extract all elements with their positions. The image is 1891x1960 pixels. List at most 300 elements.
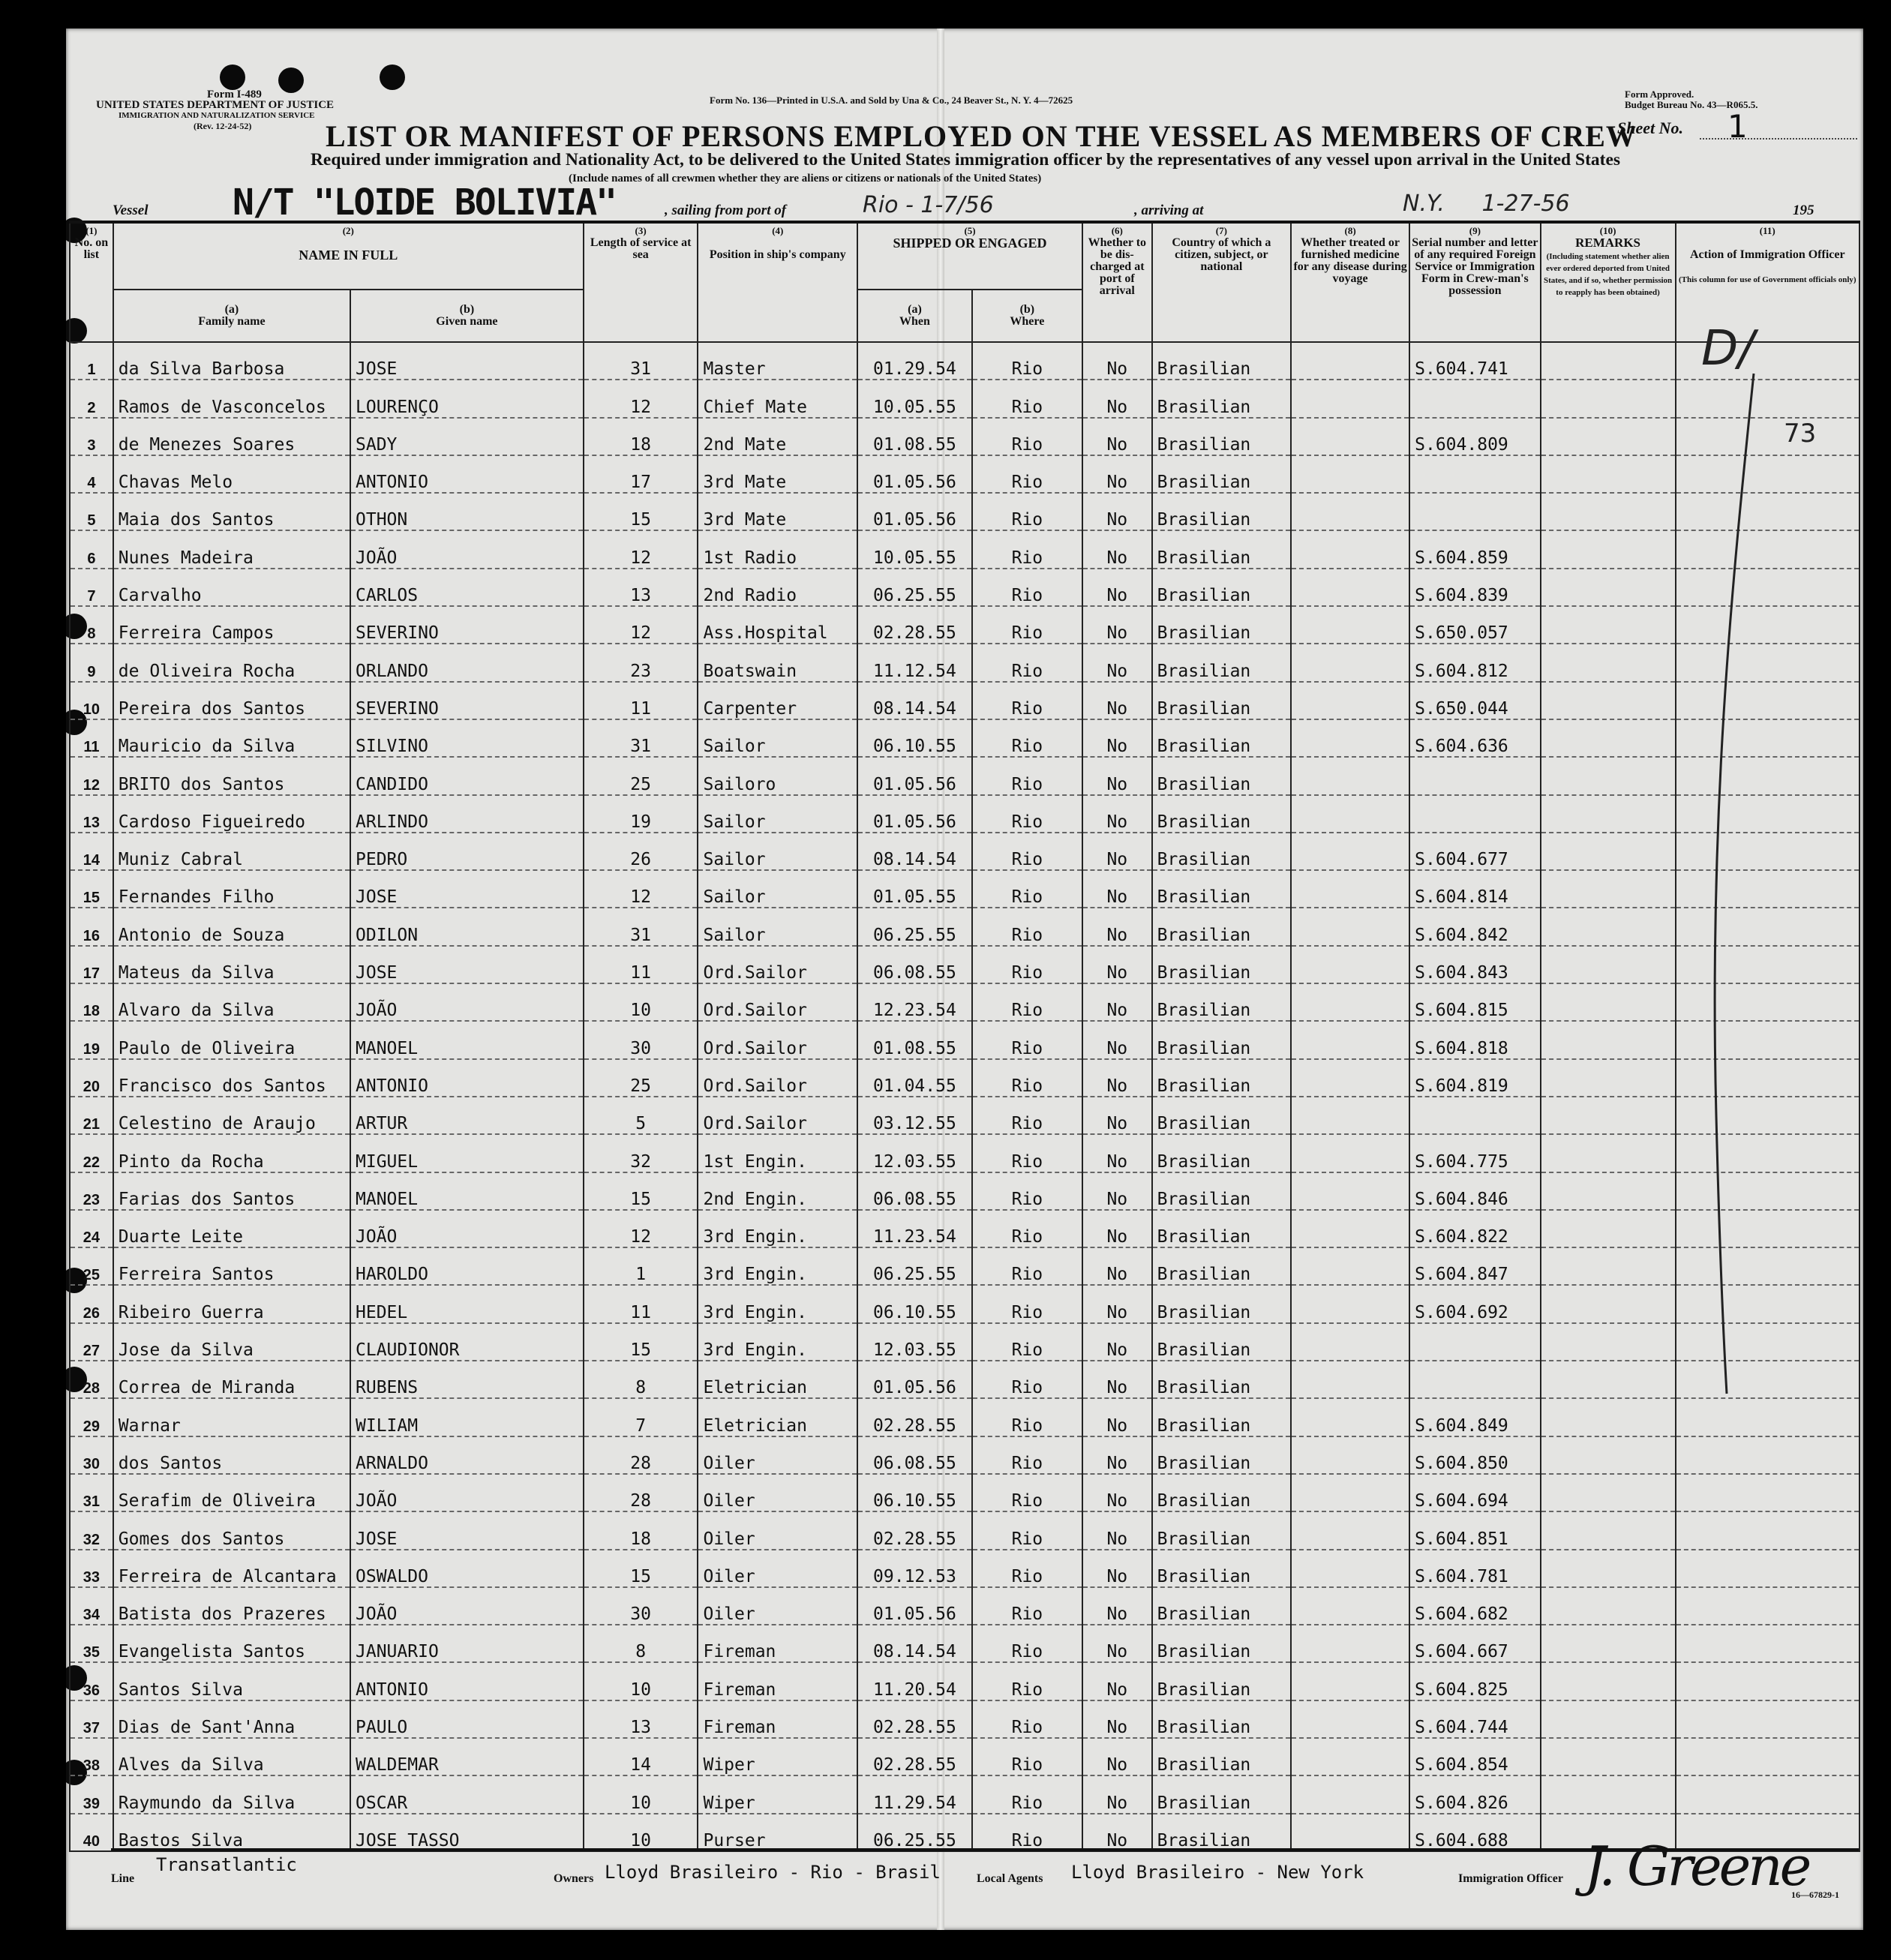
cell-family: Pereira dos Santos bbox=[113, 682, 350, 719]
cell-country: Brasilian bbox=[1152, 418, 1291, 455]
cell-medicine bbox=[1291, 1361, 1409, 1398]
cell-discharged: No bbox=[1082, 1172, 1152, 1210]
cell-when: 12.23.54 bbox=[857, 983, 972, 1021]
cell-position: Ass.Hospital bbox=[698, 606, 857, 644]
cell-no: 26 bbox=[70, 1285, 113, 1322]
cell-medicine bbox=[1291, 1059, 1409, 1097]
cell-serial bbox=[1409, 1361, 1540, 1398]
cell-no: 10 bbox=[70, 682, 113, 719]
table-row bbox=[70, 342, 1859, 380]
page-title: LIST OR MANIFEST OF PERSONS EMPLOYED ON THE VESSEL AS MEMBERS OF CREW bbox=[326, 119, 1637, 153]
cell-remarks bbox=[1541, 530, 1676, 568]
cell-medicine bbox=[1291, 1021, 1409, 1058]
cell-country: Brasilian bbox=[1152, 719, 1291, 757]
cell-position: Eletrician bbox=[698, 1361, 857, 1398]
cell-remarks bbox=[1541, 1625, 1676, 1662]
cell-where: Rio bbox=[972, 1662, 1082, 1700]
cell-no: 6 bbox=[70, 530, 113, 568]
cell-remarks bbox=[1541, 1361, 1676, 1398]
cell-serial: S.604.775 bbox=[1409, 1134, 1540, 1172]
cell-no: 29 bbox=[70, 1398, 113, 1436]
cell-when: 02.28.55 bbox=[857, 606, 972, 644]
cell-serial bbox=[1409, 455, 1540, 493]
cell-family: BRITO dos Santos bbox=[113, 757, 350, 794]
cell-given: ORLANDO bbox=[350, 644, 584, 681]
cell-serial bbox=[1409, 1323, 1540, 1361]
cell-position: Purser bbox=[698, 1814, 857, 1851]
cell-serial: S.604.818 bbox=[1409, 1021, 1540, 1058]
cell-when: 11.20.54 bbox=[857, 1662, 972, 1700]
table-row bbox=[70, 1511, 1859, 1549]
cell-discharged: No bbox=[1082, 795, 1152, 833]
cell-medicine bbox=[1291, 908, 1409, 945]
cell-years: 25 bbox=[584, 757, 698, 794]
cell-serial: S.604.741 bbox=[1409, 342, 1540, 380]
cell-discharged: No bbox=[1082, 719, 1152, 757]
cell-position: Sailor bbox=[698, 870, 857, 908]
cell-discharged: No bbox=[1082, 644, 1152, 681]
table-row bbox=[70, 1172, 1859, 1210]
cell-no: 20 bbox=[70, 1059, 113, 1097]
cell-country: Brasilian bbox=[1152, 455, 1291, 493]
cell-given: OTHON bbox=[350, 493, 584, 530]
cell-medicine bbox=[1291, 342, 1409, 380]
cell-family: Cardoso Figueiredo bbox=[113, 795, 350, 833]
cell-no: 22 bbox=[70, 1134, 113, 1172]
cell-action bbox=[1676, 1511, 1859, 1549]
cell-no: 23 bbox=[70, 1172, 113, 1210]
cell-given: WALDEMAR bbox=[350, 1738, 584, 1775]
cell-given: ANTONIO bbox=[350, 1059, 584, 1097]
cell-medicine bbox=[1291, 1436, 1409, 1474]
cell-given: ANTONIO bbox=[350, 1662, 584, 1700]
vessel-name: N/T "LOIDE BOLIVIA" bbox=[233, 182, 617, 224]
cell-discharged: No bbox=[1082, 1700, 1152, 1738]
cell-where: Rio bbox=[972, 342, 1082, 380]
table-row bbox=[70, 1700, 1859, 1738]
cell-years: 30 bbox=[584, 1021, 698, 1058]
cell-country: Brasilian bbox=[1152, 1097, 1291, 1134]
cell-no: 8 bbox=[70, 606, 113, 644]
cell-serial: S.604.781 bbox=[1409, 1550, 1540, 1587]
cell-remarks bbox=[1541, 1323, 1676, 1361]
cell-country: Brasilian bbox=[1152, 644, 1291, 681]
budget-bureau: Budget Bureau No. 43—R065.5. bbox=[1625, 99, 1758, 110]
cell-no: 27 bbox=[70, 1323, 113, 1361]
cell-where: Rio bbox=[972, 455, 1082, 493]
cell-years: 15 bbox=[584, 1323, 698, 1361]
cell-given: JOÃO bbox=[350, 983, 584, 1021]
cell-where: Rio bbox=[972, 870, 1082, 908]
cell-action bbox=[1676, 1738, 1859, 1775]
cell-where: Rio bbox=[972, 1775, 1082, 1813]
cell-given: SEVERINO bbox=[350, 682, 584, 719]
cell-serial: S.604.636 bbox=[1409, 719, 1540, 757]
cell-remarks bbox=[1541, 1511, 1676, 1549]
cell-no: 11 bbox=[70, 719, 113, 757]
cell-discharged: No bbox=[1082, 908, 1152, 945]
cell-years: 13 bbox=[584, 1700, 698, 1738]
cell-discharged: No bbox=[1082, 493, 1152, 530]
cell-when: 08.14.54 bbox=[857, 1625, 972, 1662]
cell-position: 3rd Engin. bbox=[698, 1323, 857, 1361]
cell-medicine bbox=[1291, 1097, 1409, 1134]
table-row bbox=[70, 418, 1859, 455]
cell-years: 11 bbox=[584, 682, 698, 719]
cell-country: Brasilian bbox=[1152, 606, 1291, 644]
cell-medicine bbox=[1291, 418, 1409, 455]
header-no: (1) No. on list bbox=[70, 222, 113, 342]
cell-family: Raymundo da Silva bbox=[113, 1775, 350, 1813]
cell-no: 37 bbox=[70, 1700, 113, 1738]
service: IMMIGRATION AND NATURALIZATION SERVICE bbox=[119, 111, 315, 120]
cell-no: 12 bbox=[70, 757, 113, 794]
cell-no: 28 bbox=[70, 1361, 113, 1398]
cell-given: ARLINDO bbox=[350, 795, 584, 833]
cell-country: Brasilian bbox=[1152, 1436, 1291, 1474]
cell-country: Brasilian bbox=[1152, 530, 1291, 568]
cell-position: Oiler bbox=[698, 1511, 857, 1549]
cell-country: Brasilian bbox=[1152, 342, 1291, 380]
cell-family: Ramos de Vasconcelos bbox=[113, 380, 350, 417]
officer-signature: J. Greene bbox=[1584, 1835, 1809, 1898]
cell-remarks bbox=[1541, 1436, 1676, 1474]
cell-years: 25 bbox=[584, 1059, 698, 1097]
cell-years: 18 bbox=[584, 418, 698, 455]
cell-no: 16 bbox=[70, 908, 113, 945]
cell-when: 01.05.55 bbox=[857, 870, 972, 908]
cell-no: 17 bbox=[70, 946, 113, 983]
cell-years: 10 bbox=[584, 1814, 698, 1851]
cell-medicine bbox=[1291, 1550, 1409, 1587]
cell-family: Warnar bbox=[113, 1398, 350, 1436]
cell-years: 15 bbox=[584, 1172, 698, 1210]
cell-where: Rio bbox=[972, 493, 1082, 530]
cell-discharged: No bbox=[1082, 1021, 1152, 1058]
cell-medicine bbox=[1291, 795, 1409, 833]
cell-medicine bbox=[1291, 1662, 1409, 1700]
cell-country: Brasilian bbox=[1152, 870, 1291, 908]
cell-where: Rio bbox=[972, 833, 1082, 870]
cell-family: Ferreira Santos bbox=[113, 1247, 350, 1285]
cell-discharged: No bbox=[1082, 757, 1152, 794]
cell-family: Alvaro da Silva bbox=[113, 983, 350, 1021]
header-family: (a) Family name bbox=[113, 290, 350, 342]
cell-medicine bbox=[1291, 946, 1409, 983]
cell-discharged: No bbox=[1082, 1059, 1152, 1097]
cell-years: 5 bbox=[584, 1097, 698, 1134]
include-note: (Include names of all crewmen whether they are aliens or citizens or nationals of the United States) bbox=[569, 173, 1042, 185]
officer-label: Immigration Officer bbox=[1458, 1872, 1563, 1885]
cell-medicine bbox=[1291, 682, 1409, 719]
cell-medicine bbox=[1291, 606, 1409, 644]
cell-remarks bbox=[1541, 455, 1676, 493]
cell-family: Celestino de Araujo bbox=[113, 1097, 350, 1134]
sheet-dotline bbox=[1700, 138, 1857, 140]
cell-country: Brasilian bbox=[1152, 833, 1291, 870]
cell-years: 31 bbox=[584, 908, 698, 945]
cell-family: Serafim de Oliveira bbox=[113, 1474, 350, 1511]
cell-given: JOÃO bbox=[350, 530, 584, 568]
header-position: (4) Position in ship's company bbox=[698, 222, 857, 342]
cell-where: Rio bbox=[972, 1550, 1082, 1587]
header-length: (3) Length of service at sea bbox=[584, 222, 698, 342]
cell-where: Rio bbox=[972, 1097, 1082, 1134]
cell-where: Rio bbox=[972, 1172, 1082, 1210]
cell-serial: S.604.819 bbox=[1409, 1059, 1540, 1097]
cell-years: 13 bbox=[584, 569, 698, 606]
cell-given: ODILON bbox=[350, 908, 584, 945]
cell-where: Rio bbox=[972, 569, 1082, 606]
cell-discharged: No bbox=[1082, 1587, 1152, 1625]
cell-medicine bbox=[1291, 1511, 1409, 1549]
cell-discharged: No bbox=[1082, 1285, 1152, 1322]
cell-serial bbox=[1409, 795, 1540, 833]
cell-remarks bbox=[1541, 870, 1676, 908]
cell-medicine bbox=[1291, 757, 1409, 794]
cell-discharged: No bbox=[1082, 1361, 1152, 1398]
table-row bbox=[70, 644, 1859, 681]
cell-medicine bbox=[1291, 1474, 1409, 1511]
cell-action bbox=[1676, 1474, 1859, 1511]
table-row bbox=[70, 1361, 1859, 1398]
cell-serial: S.604.815 bbox=[1409, 983, 1540, 1021]
cell-serial: S.604.849 bbox=[1409, 1398, 1540, 1436]
cell-serial: S.604.694 bbox=[1409, 1474, 1540, 1511]
cell-years: 15 bbox=[584, 1550, 698, 1587]
officer-mark: D/ bbox=[1701, 321, 1754, 377]
cell-where: Rio bbox=[972, 1021, 1082, 1058]
cell-family: Francisco dos Santos bbox=[113, 1059, 350, 1097]
cell-where: Rio bbox=[972, 1134, 1082, 1172]
cell-discharged: No bbox=[1082, 1210, 1152, 1247]
cell-action bbox=[1676, 1625, 1859, 1662]
cell-years: 31 bbox=[584, 719, 698, 757]
cell-family: Santos Silva bbox=[113, 1662, 350, 1700]
cell-remarks bbox=[1541, 719, 1676, 757]
cell-years: 19 bbox=[584, 795, 698, 833]
cell-remarks bbox=[1541, 1398, 1676, 1436]
cell-position: Boatswain bbox=[698, 644, 857, 681]
cell-position: Oiler bbox=[698, 1474, 857, 1511]
cell-where: Rio bbox=[972, 983, 1082, 1021]
cell-family: Nunes Madeira bbox=[113, 530, 350, 568]
cell-given: JOSE bbox=[350, 870, 584, 908]
cell-action bbox=[1676, 1700, 1859, 1738]
cell-when: 01.08.55 bbox=[857, 418, 972, 455]
cell-remarks bbox=[1541, 1550, 1676, 1587]
cell-medicine bbox=[1291, 1210, 1409, 1247]
cell-when: 11.29.54 bbox=[857, 1775, 972, 1813]
cell-where: Rio bbox=[972, 1511, 1082, 1549]
cell-country: Brasilian bbox=[1152, 1285, 1291, 1322]
cell-given: CLAUDIONOR bbox=[350, 1323, 584, 1361]
cell-medicine bbox=[1291, 530, 1409, 568]
cell-no: 3 bbox=[70, 418, 113, 455]
cell-medicine bbox=[1291, 569, 1409, 606]
cell-discharged: No bbox=[1082, 1738, 1152, 1775]
cell-remarks bbox=[1541, 1172, 1676, 1210]
cell-given: SEVERINO bbox=[350, 606, 584, 644]
cell-given: OSCAR bbox=[350, 1775, 584, 1813]
cell-no: 5 bbox=[70, 493, 113, 530]
cell-serial: S.604.814 bbox=[1409, 870, 1540, 908]
cell-years: 30 bbox=[584, 1587, 698, 1625]
cell-years: 31 bbox=[584, 342, 698, 380]
cell-remarks bbox=[1541, 1474, 1676, 1511]
cell-action bbox=[1676, 1398, 1859, 1436]
cell-no: 35 bbox=[70, 1625, 113, 1662]
cell-no: 15 bbox=[70, 870, 113, 908]
cell-country: Brasilian bbox=[1152, 1134, 1291, 1172]
cell-given: JOÃO bbox=[350, 1474, 584, 1511]
cell-country: Brasilian bbox=[1152, 682, 1291, 719]
cell-family: Fernandes Filho bbox=[113, 870, 350, 908]
cell-position: 2nd Radio bbox=[698, 569, 857, 606]
cell-years: 26 bbox=[584, 833, 698, 870]
cell-discharged: No bbox=[1082, 1323, 1152, 1361]
cell-given: OSWALDO bbox=[350, 1550, 584, 1587]
department: UNITED STATES DEPARTMENT OF JUSTICE bbox=[96, 99, 335, 111]
cell-serial: S.604.692 bbox=[1409, 1285, 1540, 1322]
cell-family: Muniz Cabral bbox=[113, 833, 350, 870]
cell-given: CANDIDO bbox=[350, 757, 584, 794]
cell-remarks bbox=[1541, 908, 1676, 945]
cell-remarks bbox=[1541, 795, 1676, 833]
cell-remarks bbox=[1541, 946, 1676, 983]
cell-no: 30 bbox=[70, 1436, 113, 1474]
manifest-page bbox=[66, 29, 1863, 1930]
cell-given: JOSE TASSO bbox=[350, 1814, 584, 1851]
cell-position: Sailor bbox=[698, 908, 857, 945]
cell-where: Rio bbox=[972, 1814, 1082, 1851]
cell-given: JOSE bbox=[350, 342, 584, 380]
cell-years: 23 bbox=[584, 644, 698, 681]
cell-family: Mauricio da Silva bbox=[113, 719, 350, 757]
cell-where: Rio bbox=[972, 1436, 1082, 1474]
cell-remarks bbox=[1541, 1059, 1676, 1097]
cell-country: Brasilian bbox=[1152, 569, 1291, 606]
table-row bbox=[70, 719, 1859, 757]
cell-where: Rio bbox=[972, 719, 1082, 757]
cell-when: 11.12.54 bbox=[857, 644, 972, 681]
cell-position: 1st Engin. bbox=[698, 1134, 857, 1172]
cell-discharged: No bbox=[1082, 1550, 1152, 1587]
cell-years: 28 bbox=[584, 1436, 698, 1474]
cell-remarks bbox=[1541, 1738, 1676, 1775]
table-row bbox=[70, 983, 1859, 1021]
header-discharged: (6) Whether to be dis-charged at port of arrival bbox=[1082, 222, 1152, 342]
cell-years: 8 bbox=[584, 1361, 698, 1398]
cell-medicine bbox=[1291, 1285, 1409, 1322]
cell-when: 06.25.55 bbox=[857, 1247, 972, 1285]
cell-medicine bbox=[1291, 455, 1409, 493]
cell-where: Rio bbox=[972, 530, 1082, 568]
cell-where: Rio bbox=[972, 757, 1082, 794]
cell-when: 10.05.55 bbox=[857, 530, 972, 568]
cell-where: Rio bbox=[972, 1323, 1082, 1361]
arriving-label: , arriving at bbox=[1134, 203, 1204, 218]
cell-when: 01.05.56 bbox=[857, 1587, 972, 1625]
cell-action bbox=[1676, 1436, 1859, 1474]
cell-serial bbox=[1409, 757, 1540, 794]
cell-medicine bbox=[1291, 1398, 1409, 1436]
cell-years: 12 bbox=[584, 530, 698, 568]
table-row bbox=[70, 908, 1859, 945]
cell-when: 12.03.55 bbox=[857, 1134, 972, 1172]
cell-country: Brasilian bbox=[1152, 1662, 1291, 1700]
table-row bbox=[70, 1097, 1859, 1134]
cell-country: Brasilian bbox=[1152, 1814, 1291, 1851]
cell-position: Sailor bbox=[698, 795, 857, 833]
cell-where: Rio bbox=[972, 380, 1082, 417]
cell-remarks bbox=[1541, 1285, 1676, 1322]
cell-no: 24 bbox=[70, 1210, 113, 1247]
cell-family: Farias dos Santos bbox=[113, 1172, 350, 1210]
cell-years: 28 bbox=[584, 1474, 698, 1511]
cell-when: 01.05.56 bbox=[857, 455, 972, 493]
cell-position: 3rd Mate bbox=[698, 455, 857, 493]
cell-where: Rio bbox=[972, 1398, 1082, 1436]
table-row bbox=[70, 833, 1859, 870]
cell-no: 19 bbox=[70, 1021, 113, 1058]
header-serial: (9) Serial number and letter of any required Foreign Service or Immigration Form in Crew-man's possession bbox=[1409, 222, 1540, 342]
cell-discharged: No bbox=[1082, 983, 1152, 1021]
cell-where: Rio bbox=[972, 1700, 1082, 1738]
cell-family: Chavas Melo bbox=[113, 455, 350, 493]
cell-serial: S.604.682 bbox=[1409, 1587, 1540, 1625]
cell-remarks bbox=[1541, 1775, 1676, 1813]
cell-discharged: No bbox=[1082, 1134, 1152, 1172]
cell-no: 25 bbox=[70, 1247, 113, 1285]
cell-position: Sailor bbox=[698, 719, 857, 757]
cell-years: 18 bbox=[584, 1511, 698, 1549]
table-row bbox=[70, 606, 1859, 644]
cell-medicine bbox=[1291, 1134, 1409, 1172]
cell-discharged: No bbox=[1082, 530, 1152, 568]
table-row bbox=[70, 530, 1859, 568]
cell-medicine bbox=[1291, 1323, 1409, 1361]
table-row bbox=[70, 946, 1859, 983]
line-value: Transatlantic bbox=[156, 1854, 297, 1875]
cell-no: 7 bbox=[70, 569, 113, 606]
cell-position: Sailoro bbox=[698, 757, 857, 794]
cell-serial: S.604.812 bbox=[1409, 644, 1540, 681]
cell-country: Brasilian bbox=[1152, 1210, 1291, 1247]
cell-discharged: No bbox=[1082, 1814, 1152, 1851]
cell-when: 01.05.56 bbox=[857, 493, 972, 530]
cell-discharged: No bbox=[1082, 1775, 1152, 1813]
header-row bbox=[70, 222, 1859, 290]
header-given: (b) Given name bbox=[350, 290, 584, 342]
arriving-value: N.Y. 1-27-56 bbox=[1403, 191, 1570, 217]
cell-remarks bbox=[1541, 757, 1676, 794]
cell-action bbox=[1676, 1550, 1859, 1587]
cell-when: 06.25.55 bbox=[857, 569, 972, 606]
cell-family: Pinto da Rocha bbox=[113, 1134, 350, 1172]
cell-when: 06.08.55 bbox=[857, 1436, 972, 1474]
cell-position: Oiler bbox=[698, 1587, 857, 1625]
cell-where: Rio bbox=[972, 1625, 1082, 1662]
cell-when: 02.28.55 bbox=[857, 1738, 972, 1775]
cell-when: 01.08.55 bbox=[857, 1021, 972, 1058]
cell-position: Oiler bbox=[698, 1550, 857, 1587]
cell-position: Wiper bbox=[698, 1738, 857, 1775]
cell-position: Eletrician bbox=[698, 1398, 857, 1436]
cell-position: Fireman bbox=[698, 1700, 857, 1738]
cell-serial bbox=[1409, 493, 1540, 530]
cell-years: 12 bbox=[584, 606, 698, 644]
